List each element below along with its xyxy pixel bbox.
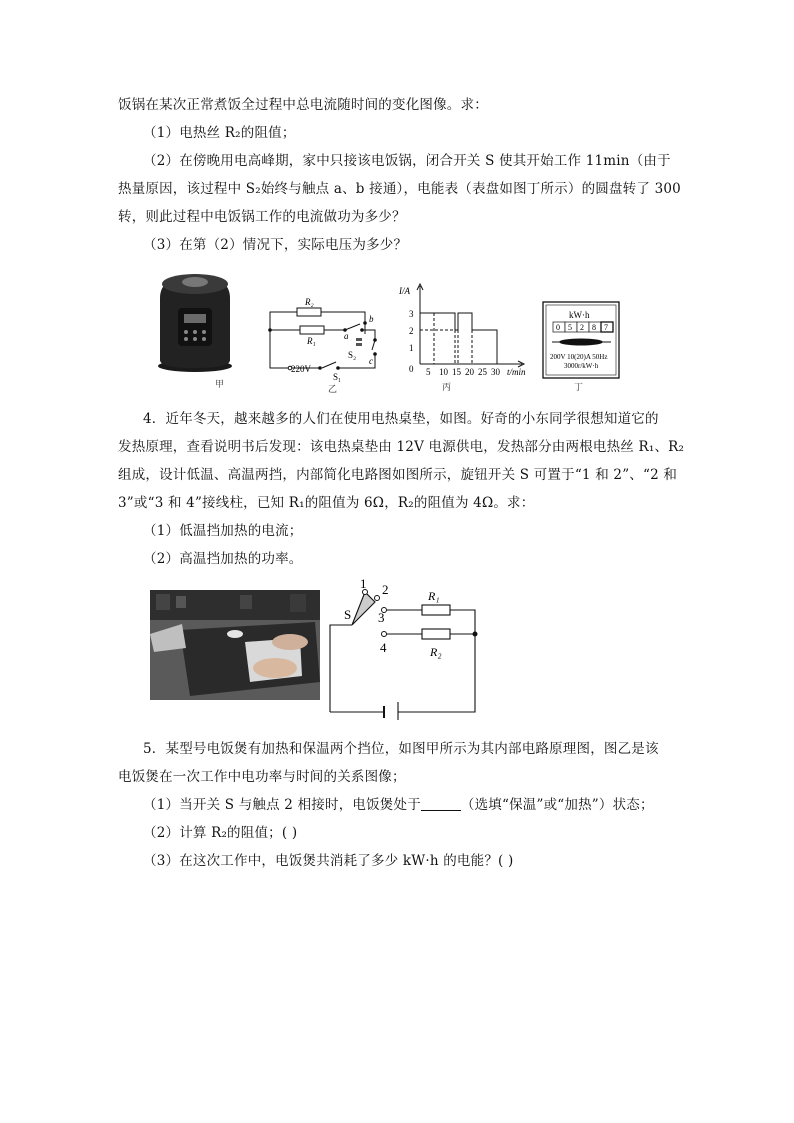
ytick-3: 3 bbox=[409, 309, 414, 319]
label-220v: 220V bbox=[291, 364, 311, 374]
label-r1: R₁ bbox=[307, 336, 316, 346]
graph-xlabel: t/min bbox=[507, 367, 526, 377]
meter-digit-2: 5 bbox=[568, 323, 572, 332]
q3-item-1: （1）电热丝 R₂的阻值； bbox=[143, 125, 296, 141]
label-s1: S₁ bbox=[333, 372, 342, 382]
meter-disc bbox=[559, 339, 603, 346]
xtick-25: 25 bbox=[478, 367, 487, 377]
q5-line-2: 电饭煲在一次工作中电功率与时间的关系图像； bbox=[118, 769, 406, 785]
ytick-1: 1 bbox=[409, 343, 414, 353]
meter-spec-2: 3000r/kW·h bbox=[564, 362, 599, 370]
resistor-r1-label: R₁ bbox=[428, 589, 440, 603]
caption-bing: 丙 bbox=[442, 382, 452, 392]
answer-blank[interactable] bbox=[421, 796, 461, 811]
xtick-15: 15 bbox=[452, 367, 461, 377]
q4-line-3: 组成，设计低温、高温两挡，内部简化电路图如图所示，旋钮开关 S 可置于“1 和 2”、“2 和 bbox=[118, 467, 678, 483]
q4-item-2: （2）高温挡加热的功率。 bbox=[143, 551, 303, 567]
meter-unit: kW·h bbox=[569, 310, 590, 320]
heating-pad-circuit bbox=[320, 572, 495, 720]
terminal-3: 3 bbox=[378, 610, 385, 625]
caption-ding: 丁 bbox=[574, 382, 584, 392]
label-r2: R₂ bbox=[305, 297, 314, 307]
meter-digit-3: 2 bbox=[580, 323, 584, 332]
xtick-5: 5 bbox=[426, 367, 431, 377]
caption-jia: 甲 bbox=[215, 379, 225, 389]
rice-cooker-photo bbox=[158, 274, 232, 372]
q3-item-3: （3）在第（2）情况下，实际电压为多少？ bbox=[143, 237, 408, 253]
q3-intro-line: 饭锅在某次正常煮饭全过程中总电流随时间的变化图像。求： bbox=[118, 97, 488, 113]
ytick-2: 2 bbox=[409, 326, 414, 336]
heating-pad-photo bbox=[150, 590, 320, 700]
q5-item-1-suffix: （选填“保温”或“加热”）状态； bbox=[460, 797, 654, 813]
resistor-r2-label: R₂ bbox=[430, 645, 442, 659]
meter-digit-5: 7 bbox=[604, 323, 608, 332]
q3-item-2-line-1: （2）在傍晚用电高峰期，家中只接该电饭锅，闭合开关 S 使其开始工作 11min（由于 bbox=[143, 153, 671, 169]
label-c: c bbox=[369, 356, 373, 366]
xtick-30: 30 bbox=[491, 367, 500, 377]
terminal-4: 4 bbox=[380, 640, 387, 655]
xtick-10: 10 bbox=[439, 367, 448, 377]
graph-ylabel: I/A bbox=[399, 286, 410, 296]
q5-item-3: （3）在这次工作中，电饭煲共消耗了多少 kW·h 的电能？( ) bbox=[143, 853, 514, 869]
terminal-1: 1 bbox=[360, 576, 367, 591]
ytick-0: 0 bbox=[409, 364, 414, 374]
q5-item-2: （2）计算 R₂的阻值；( ) bbox=[143, 825, 298, 841]
q4-line-2: 发热原理，查看说明书后发现：该电热桌垫由 12V 电源供电，发热部分由两根电热丝 R₁、R₂ bbox=[118, 439, 685, 455]
terminal-2: 2 bbox=[382, 582, 389, 597]
label-s2: S₂ bbox=[348, 350, 357, 360]
caption-yi: 乙 bbox=[328, 384, 338, 394]
q3-item-2-line-3: 转，则此过程中电饭锅工作的电流做功为多少？ bbox=[118, 209, 406, 225]
meter-digit-4: 8 bbox=[592, 323, 596, 332]
q5-item-1-prefix: （1）当开关 S 与触点 2 相接时，电饭煲处于 bbox=[143, 797, 421, 813]
q5-line-1: 5．某型号电饭煲有加热和保温两个挡位，如图甲所示为其内部电路原理图，图乙是该 bbox=[143, 741, 659, 757]
q4-item-1: （1）低温挡加热的电流； bbox=[143, 523, 303, 539]
q4-line-4: 3”或“3 和 4”接线柱，已知 R₁的阻值为 6Ω，R₂的阻值为 4Ω。求： bbox=[118, 495, 535, 511]
label-a: a bbox=[344, 331, 349, 341]
energy-meter bbox=[543, 302, 619, 378]
q3-item-2-line-2: 热量原因，该过程中 S₂始终与触点 a、b 接通），电能表（表盘如图丁所示）的圆盘转了 300 bbox=[118, 181, 681, 197]
switch-s: S bbox=[344, 607, 352, 622]
q3-figures bbox=[150, 268, 630, 398]
xtick-20: 20 bbox=[465, 367, 474, 377]
meter-digit-1: 0 bbox=[556, 323, 560, 332]
label-b: b bbox=[369, 314, 374, 324]
q4-line-1: 4．近年冬天，越来越多的人们在使用电热桌垫，如图。好奇的小东同学很想知道它的 bbox=[143, 411, 659, 427]
q5-item-1 bbox=[143, 796, 654, 814]
meter-spec-1: 200V 10(20)A 50Hz bbox=[550, 353, 608, 361]
current-time-graph bbox=[398, 284, 526, 377]
